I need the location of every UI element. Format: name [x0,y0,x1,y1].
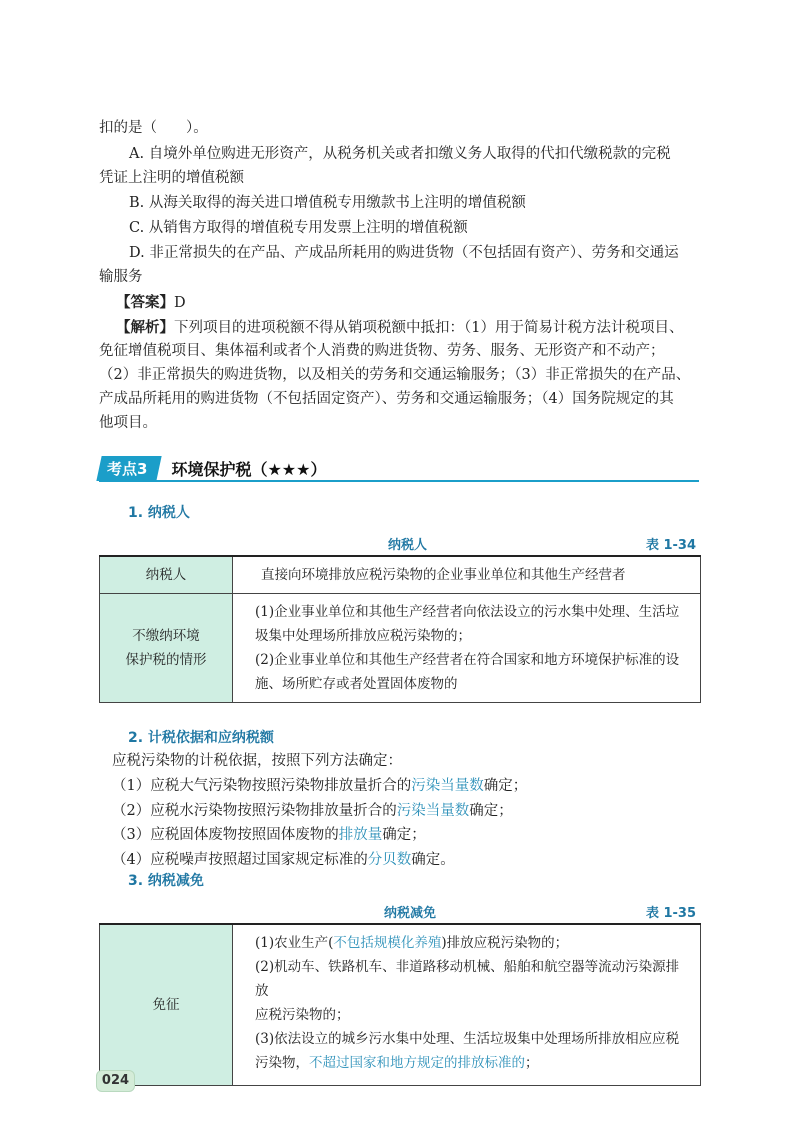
answer-line [116,290,186,316]
analysis-line-5: 他项目。 [99,415,157,431]
table-row [100,556,701,594]
option-c: C. 从销售方取得的增值税专用发票上注明的增值税额 [129,220,468,236]
question-stem-tail: 扣的是（ ）。 [99,120,208,136]
table-row [100,924,701,1086]
sub3-heading: 3. 纳税减免 [128,873,204,889]
table1-caption: 纳税人 [388,538,428,553]
answer-label: 【答案】 [116,294,174,311]
list-item: （1）应税大气污染物按照污染物排放量折合的污染当量数确定； [112,778,528,794]
section-divider [99,480,699,482]
section-header [99,456,326,480]
sub1-heading: 1. 纳税人 [128,505,190,521]
analysis-label: 【解析】 [116,319,174,336]
sub2-intro: 应税污染物的计税依据，按照下列方法确定： [112,753,402,769]
option-a-line1: A. 自境外单位购进无形资产，从税务机关或者扣缴义务人取得的代扣代缴税款的完税 [129,146,671,162]
row-content: (1)农业生产(不包括规模化养殖)排放应税污染物的； (2)机动车、铁路机车、非道路移动机械、船舶和航空器等流动污染源排放 应税污染物的； (3)依法设立的城乡污水集中处理、生活垃圾集中处理场所排放相应应税 污染物，不超过国家和地方规定的排放标准的； [233,924,701,1086]
analysis-line-3: （2）非正常损失的购进货物，以及相关的劳务和交通运输服务；（3）非正常损失的在产品、 [99,367,691,383]
list-item: （4）应税噪声按照超过国家规定标准的分贝数确定。 [112,852,455,868]
answer-value: D [174,295,186,311]
tax-exemption-table [99,923,701,1086]
row-label: 纳税人 [100,556,233,594]
table-row [100,594,701,703]
table1-number: 表 1-34 [645,538,696,553]
row-label: 免征 [100,924,233,1086]
table2-number: 表 1-35 [645,906,696,921]
analysis-line-1: 【解析】下列项目的进项税额不得从销项税额中抵扣：（1）用于简易计税方法计税项目、 [116,319,684,336]
list-item: （3）应税固体废物按照固体废物的排放量确定； [112,827,426,843]
page-number: 024 [96,1070,135,1092]
section-title: 环境保护税（★★★） [171,459,327,479]
row-content: (1)企业事业单位和其他生产经营者向依法设立的污水集中处理、生活垃 圾集中处理场所排放应税污染物的； (2)企业事业单位和其他生产经营者在符合国家和地方环境保护标准的设 施、场所贮存或者处置固体废物的 [233,594,701,703]
row-label: 不缴纳环境 保护税的情形 [100,594,233,703]
option-d-line2: 输服务 [99,269,143,285]
taxpayer-table [99,555,701,703]
analysis-line-4: 产成品所耗用的购进货物（不包括固定资产）、劳务和交通运输服务；（4）国务院规定的其 [99,391,674,407]
option-d-line1: D. 非正常损失的在产品、产成品所耗用的购进货物（不包括固有资产）、劳务和交通运 [129,245,679,261]
row-content: 直接向环境排放应税污染物的企业事业单位和其他生产经营者 [233,556,701,594]
option-a-line2: 凭证上注明的增值税额 [99,170,244,186]
table2-caption: 纳税减免 [384,906,437,921]
analysis-line-2: 免征增值税项目、集体福利或者个人消费的购进货物、劳务、服务、无形资产和不动产； [99,343,665,359]
section-badge: 考点3 [96,456,162,481]
option-b: B. 从海关取得的海关进口增值税专用缴款书上注明的增值税额 [129,195,526,211]
list-item: （2）应税水污染物按照污染物排放量折合的污染当量数确定； [112,803,513,819]
sub2-heading: 2. 计税依据和应纳税额 [128,730,274,746]
